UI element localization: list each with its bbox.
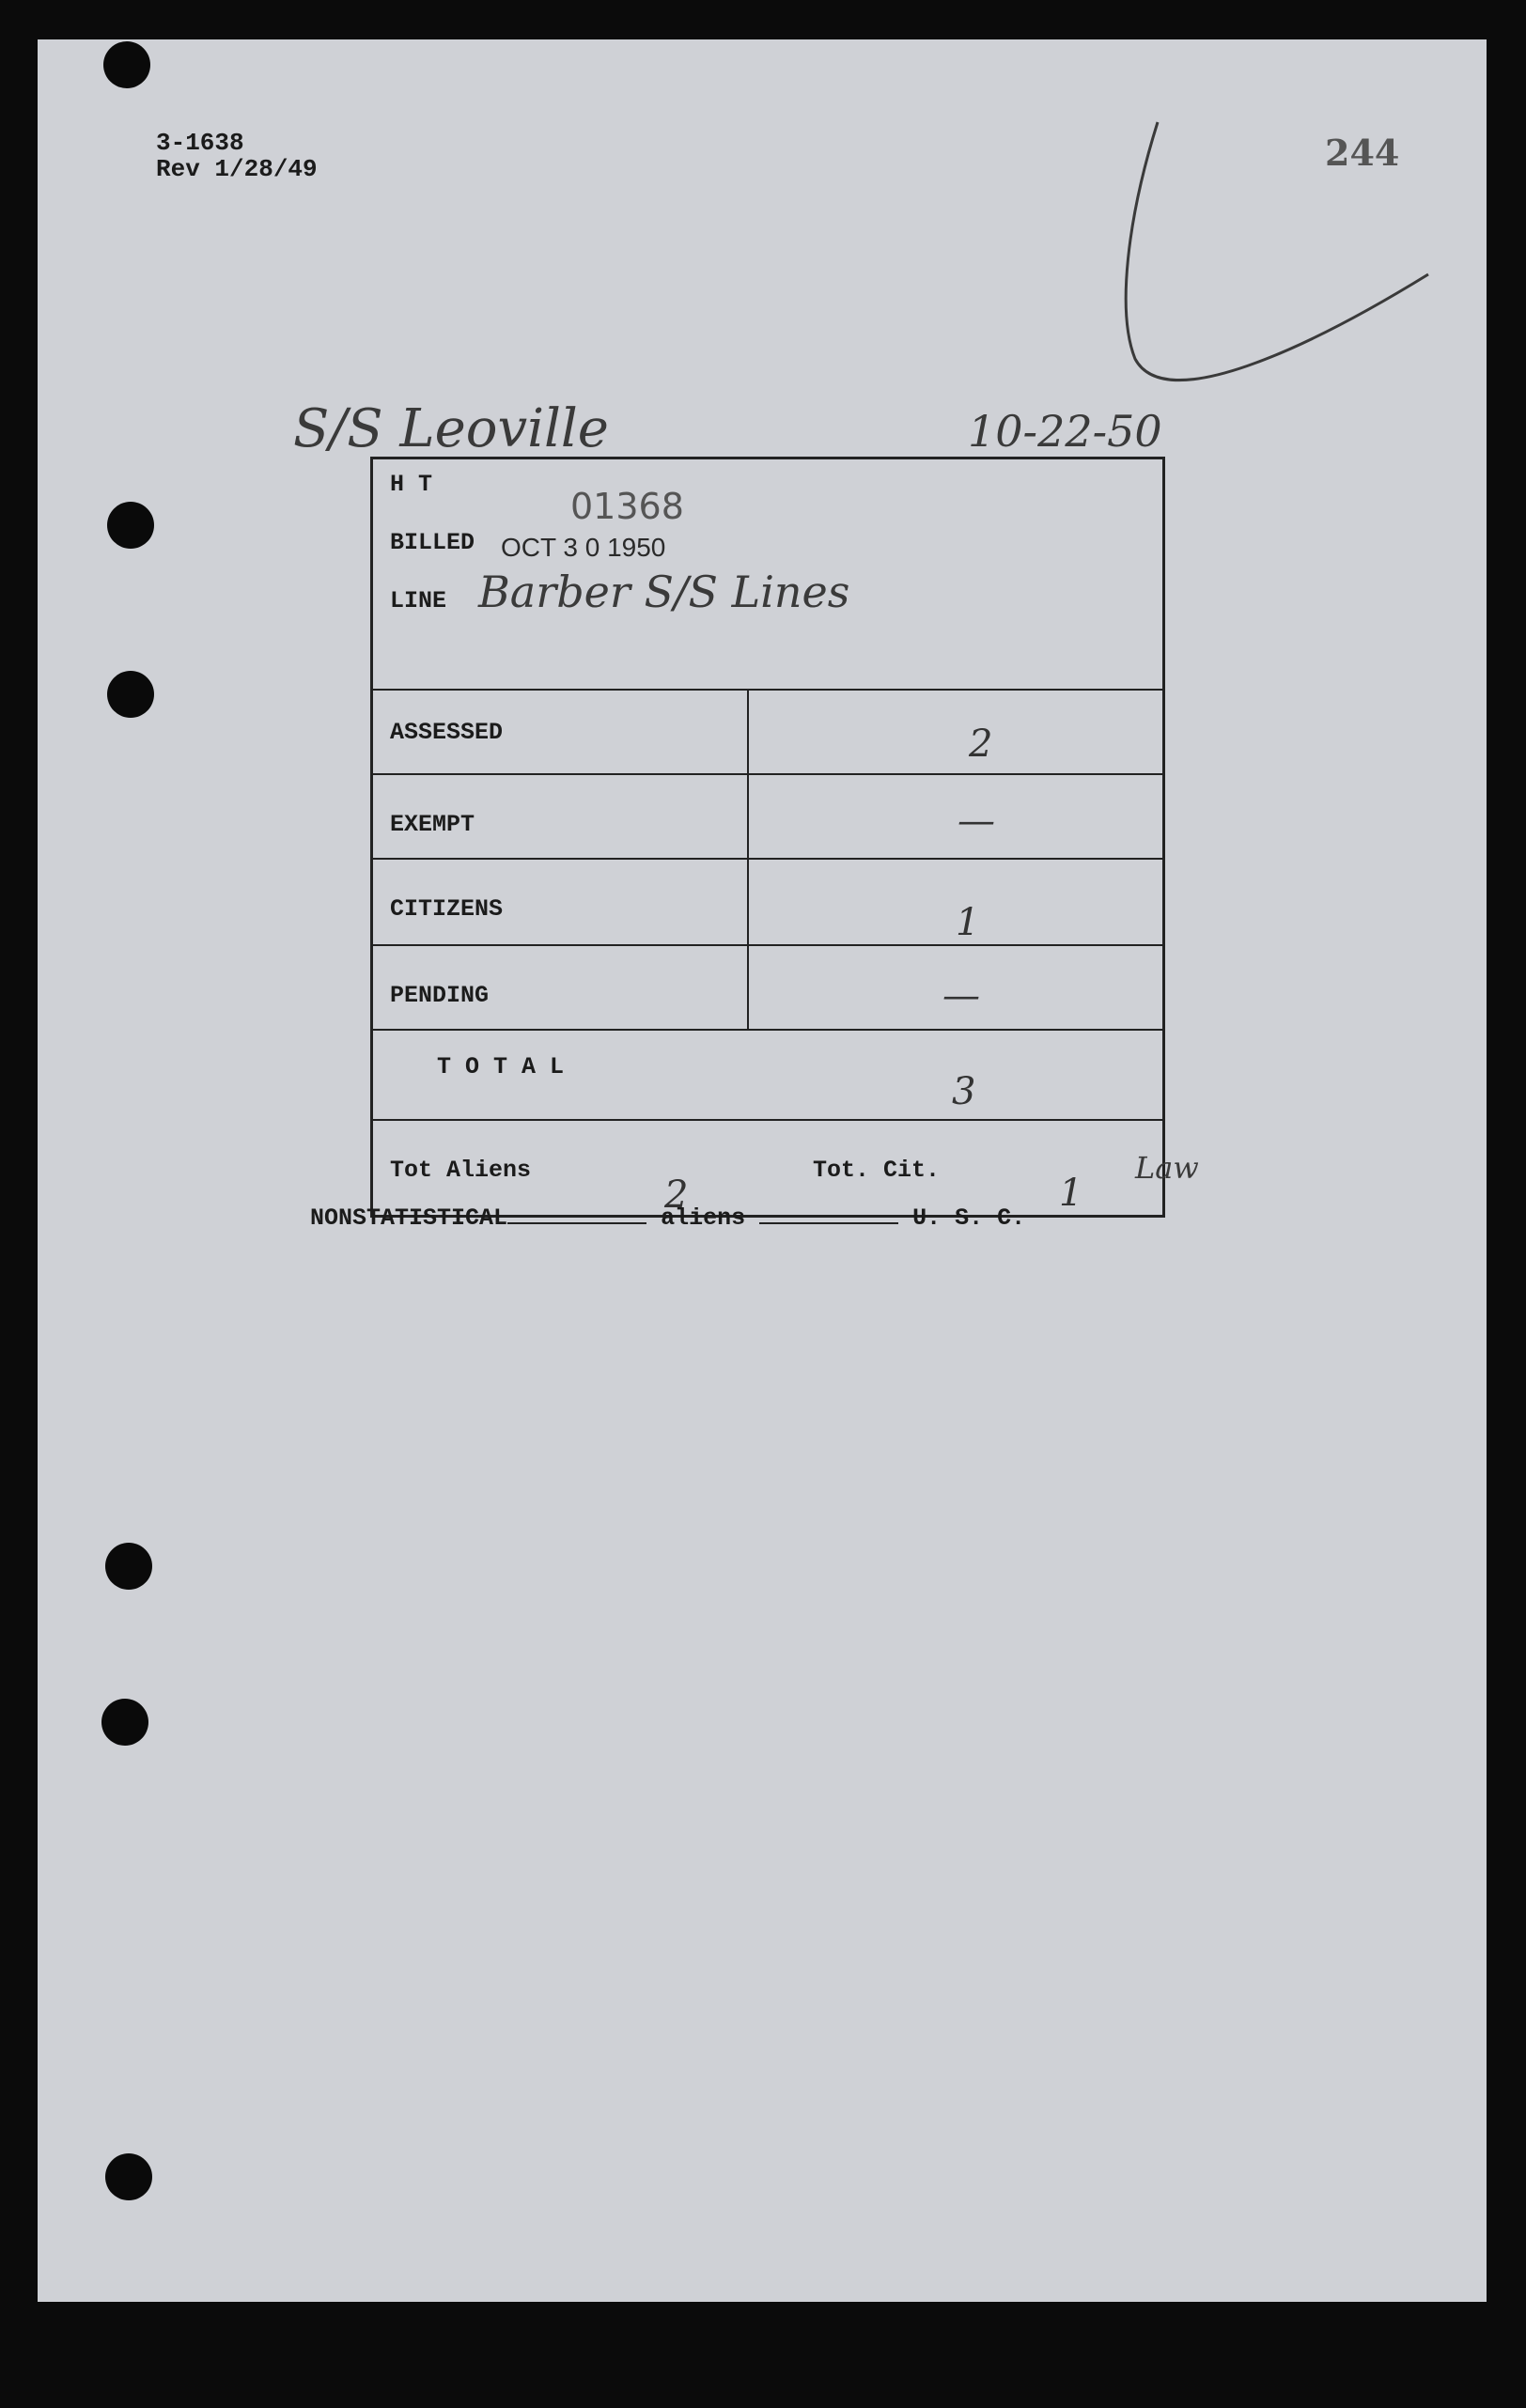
binder-hole <box>101 1699 148 1746</box>
tot-aliens-value: 2 <box>664 1173 689 1217</box>
total-label: T O T A L <box>437 1053 565 1080</box>
divider <box>373 773 1162 775</box>
nonstatistical-line <box>310 1204 1025 1232</box>
billed-label: BILLED <box>390 529 475 556</box>
nonstatistical-label: NONSTATISTICAL <box>310 1204 508 1232</box>
line-value: Barber S/S Lines <box>478 567 850 617</box>
exempt-value: — <box>958 800 995 843</box>
assessed-label: ASSESSED <box>390 719 504 746</box>
tot-cit-value: 1 <box>1059 1172 1083 1215</box>
statistics-form <box>370 457 1165 1218</box>
usc-label: U. S. C. <box>912 1204 1026 1232</box>
divider <box>373 944 1162 946</box>
divider <box>373 1119 1162 1121</box>
pending-label: PENDING <box>390 982 490 1009</box>
vessel-name: S/S Leoville <box>293 398 609 459</box>
form-code: 3-1638 <box>156 129 244 157</box>
ht-label: H T <box>390 471 433 498</box>
initials: Law <box>1135 1150 1199 1186</box>
check-mark-icon <box>1090 115 1485 434</box>
nonstatistical-blank <box>507 1222 646 1224</box>
page-number: 244 <box>1325 132 1400 174</box>
document-page <box>38 39 1487 2302</box>
usc-blank <box>759 1222 898 1224</box>
binder-hole <box>107 671 154 718</box>
column-divider <box>747 689 749 1029</box>
ht-number: 01368 <box>570 486 684 527</box>
total-value: 3 <box>952 1070 976 1113</box>
divider <box>373 858 1162 860</box>
divider <box>373 1029 1162 1031</box>
pending-value: — <box>942 974 980 1018</box>
handwritten-date: 10-22-50 <box>968 406 1162 457</box>
line-label: LINE <box>390 587 447 614</box>
binder-hole <box>105 1543 152 1590</box>
tot-cit-label: Tot. Cit. <box>813 1157 941 1184</box>
assessed-value: 2 <box>969 722 993 766</box>
tot-aliens-label: Tot Aliens <box>390 1157 532 1184</box>
exempt-label: EXEMPT <box>390 811 475 838</box>
citizens-value: 1 <box>956 901 980 944</box>
binder-hole <box>107 502 154 549</box>
divider <box>373 689 1162 691</box>
form-revision: Rev 1/28/49 <box>156 155 318 183</box>
binder-hole <box>105 2153 152 2200</box>
aliens-label: aliens <box>661 1204 746 1232</box>
citizens-label: CITIZENS <box>390 895 504 923</box>
billed-stamp: OCT 3 0 1950 <box>501 533 666 562</box>
binder-hole <box>103 41 150 88</box>
